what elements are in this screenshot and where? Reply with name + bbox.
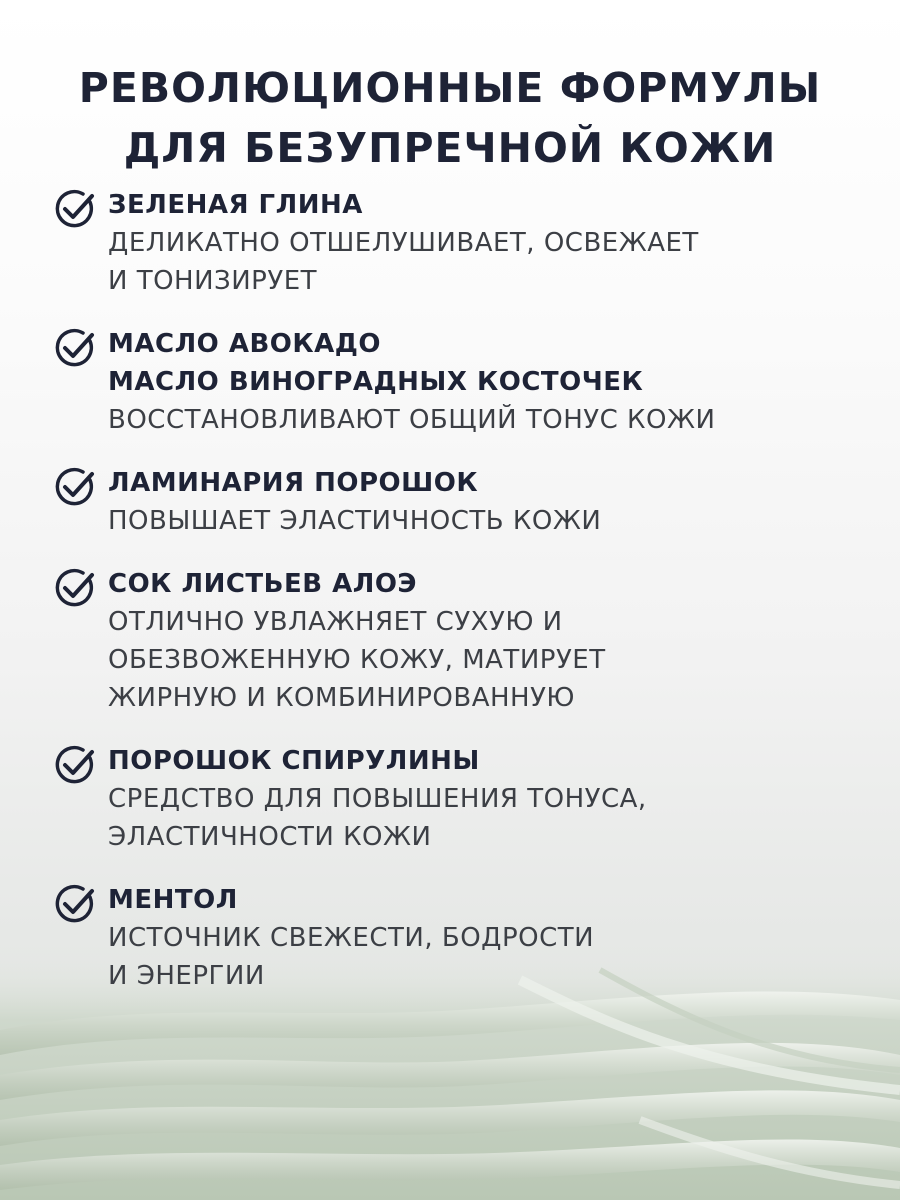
ingredient-name: МАСЛО АВОКАДО [108, 329, 381, 359]
ingredient-description: ВОССТАНОВЛИВАЮТ ОБЩИЙ ТОНУС КОЖИ [108, 405, 716, 435]
ingredient-description: ЭЛАСТИЧНОСТИ КОЖИ [108, 822, 432, 852]
check-circle-icon [54, 744, 96, 786]
ingredient-spirulina [54, 742, 884, 856]
ingredient-description: СРЕДСТВО ДЛЯ ПОВЫШЕНИЯ ТОНУСА, [108, 784, 647, 814]
ingredient-green-clay [54, 186, 884, 300]
ingredients-list [54, 186, 884, 1020]
ingredient-aloe-juice [54, 565, 884, 717]
ingredient-description: И ТОНИЗИРУЕТ [108, 266, 318, 296]
ingredient-description: ДЕЛИКАТНО ОТШЕЛУШИВАЕТ, ОСВЕЖАЕТ [108, 228, 699, 258]
ingredient-name: МАСЛО ВИНОГРАДНЫХ КОСТОЧЕК [108, 367, 644, 397]
ingredient-description: ЖИРНУЮ И КОМБИНИРОВАННУЮ [108, 683, 575, 713]
ingredient-description: ОТЛИЧНО УВЛАЖНЯЕТ СУХУЮ И [108, 607, 563, 637]
ingredient-avocado-grape-oil [54, 325, 884, 439]
ingredient-name: ЛАМИНАРИЯ ПОРОШОК [108, 468, 479, 498]
check-circle-icon [54, 188, 96, 230]
check-circle-icon [54, 327, 96, 369]
ingredient-name: СОК ЛИСТЬЕВ АЛОЭ [108, 569, 418, 599]
check-circle-icon [54, 567, 96, 609]
check-circle-icon [54, 466, 96, 508]
ingredient-description: ПОВЫШАЕТ ЭЛАСТИЧНОСТЬ КОЖИ [108, 506, 602, 536]
ingredient-description: И ЭНЕРГИИ [108, 961, 265, 991]
ingredient-laminaria [54, 464, 884, 540]
title-line-2: ДЛЯ БЕЗУПРЕЧНОЙ КОЖИ [123, 124, 777, 172]
check-circle-icon [54, 883, 96, 925]
ingredient-description: ИСТОЧНИК СВЕЖЕСТИ, БОДРОСТИ [108, 923, 595, 953]
title-line-1: РЕВОЛЮЦИОННЫЕ ФОРМУЛЫ [78, 64, 822, 112]
ingredient-name: ЗЕЛЕНАЯ ГЛИНА [108, 190, 363, 220]
ingredient-menthol [54, 881, 884, 995]
ingredient-name: ПОРОШОК СПИРУЛИНЫ [108, 746, 480, 776]
ingredient-description: ОБЕЗВОЖЕННУЮ КОЖУ, МАТИРУЕТ [108, 645, 606, 675]
page-title [0, 58, 900, 178]
ingredient-name: МЕНТОЛ [108, 885, 238, 915]
